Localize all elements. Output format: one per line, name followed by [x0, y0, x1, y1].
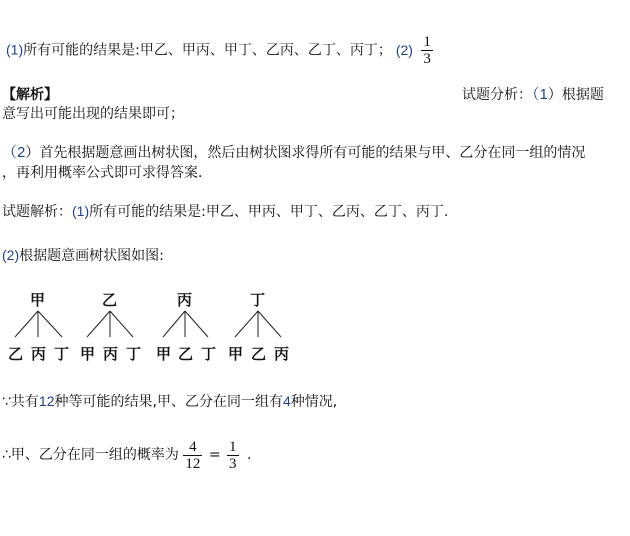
- tree-root-1: 甲: [30, 291, 46, 309]
- answer-part1-label: (1): [6, 41, 24, 58]
- analysis-right-tail: ）根据题: [547, 87, 604, 103]
- analysis-right: [462, 86, 604, 104]
- tree-leaf: 甲: [156, 345, 172, 363]
- solution-text1: 所有可能的结果是:甲乙、甲丙、甲丁、乙丙、乙丁、丙丁.: [89, 204, 449, 220]
- analysis-right-num: （1: [532, 86, 548, 103]
- equals-sign: =: [208, 447, 221, 463]
- conclusion-post: 种情况,: [290, 394, 338, 410]
- conclusion-total: 12: [38, 393, 55, 409]
- solution-line2: [2, 246, 164, 265]
- fraction-1-numerator: 4: [189, 438, 197, 455]
- analysis-p2-num: （2: [2, 144, 26, 161]
- tree-leaf: 丙: [274, 345, 290, 363]
- answer-fraction-denominator: 3: [423, 51, 431, 67]
- analysis-right-label: 试题分析：: [462, 87, 532, 103]
- tree-root-2: 乙: [102, 291, 118, 309]
- conclusion-line1: [2, 392, 337, 411]
- tree-leaf: 乙: [8, 345, 24, 363]
- fraction-2-denominator: 3: [229, 455, 237, 472]
- analysis-p2-text: ）首先根据题意画出树状图，然后由树状图求得所有可能的结果与甲、乙分在同一组的情况: [25, 145, 586, 161]
- tree-leaf: 丁: [126, 345, 142, 363]
- tree-leaf: 丁: [54, 345, 70, 363]
- solution-num2: (2): [2, 247, 20, 263]
- tree-diagram: [0, 285, 630, 365]
- analysis-p2: [2, 144, 585, 162]
- tree-leaf: 乙: [178, 345, 194, 363]
- analysis-line2: 意写出可能出现的结果即可；: [2, 106, 184, 122]
- answer-fraction: [421, 34, 433, 67]
- fraction-1-denominator: 12: [185, 455, 201, 472]
- answer-part2-label: (2): [395, 41, 413, 58]
- fraction-2-numerator: 1: [229, 438, 237, 455]
- solution-label: 试题解析：: [2, 204, 72, 220]
- analysis-header: 【解析】: [2, 87, 58, 103]
- tree-root-4: 丁: [250, 291, 266, 309]
- tree-leaf: 甲: [80, 345, 96, 363]
- answer-part1-text: 所有可能的结果是:甲乙、甲丙、甲丁、乙丙、乙丁、丙丁；: [23, 42, 392, 59]
- solution-num1: (1): [72, 203, 90, 219]
- solution-line1: [2, 202, 448, 221]
- conclusion-prob-pre: ∴甲、乙分在同一组的概率为: [2, 447, 179, 463]
- analysis-p2-line2: ，再利用概率公式即可求得答案．: [2, 165, 212, 181]
- tree-root-3: 丙: [177, 291, 193, 309]
- tree-leaf: 丙: [31, 345, 47, 363]
- conclusion-line2: [2, 436, 251, 474]
- conclusion-mid: 种等可能的结果,甲、乙分在同一组有: [54, 394, 283, 410]
- tree-leaf: 甲: [228, 345, 244, 363]
- probability-fraction-1: [183, 439, 202, 472]
- answer-line: [6, 34, 433, 67]
- answer-fraction-numerator: 1: [423, 34, 431, 50]
- tree-leaf: 丙: [103, 345, 119, 363]
- conclusion-pre: ∵共有: [2, 394, 39, 410]
- conclusion-count: 4: [282, 393, 291, 409]
- tree-leaf: 丁: [201, 345, 217, 363]
- solution-text2: 根据题意画树状图如图:: [19, 248, 164, 264]
- conclusion-end: .: [246, 447, 252, 463]
- probability-fraction-2: [227, 439, 239, 472]
- tree-leaf: 乙: [251, 345, 267, 363]
